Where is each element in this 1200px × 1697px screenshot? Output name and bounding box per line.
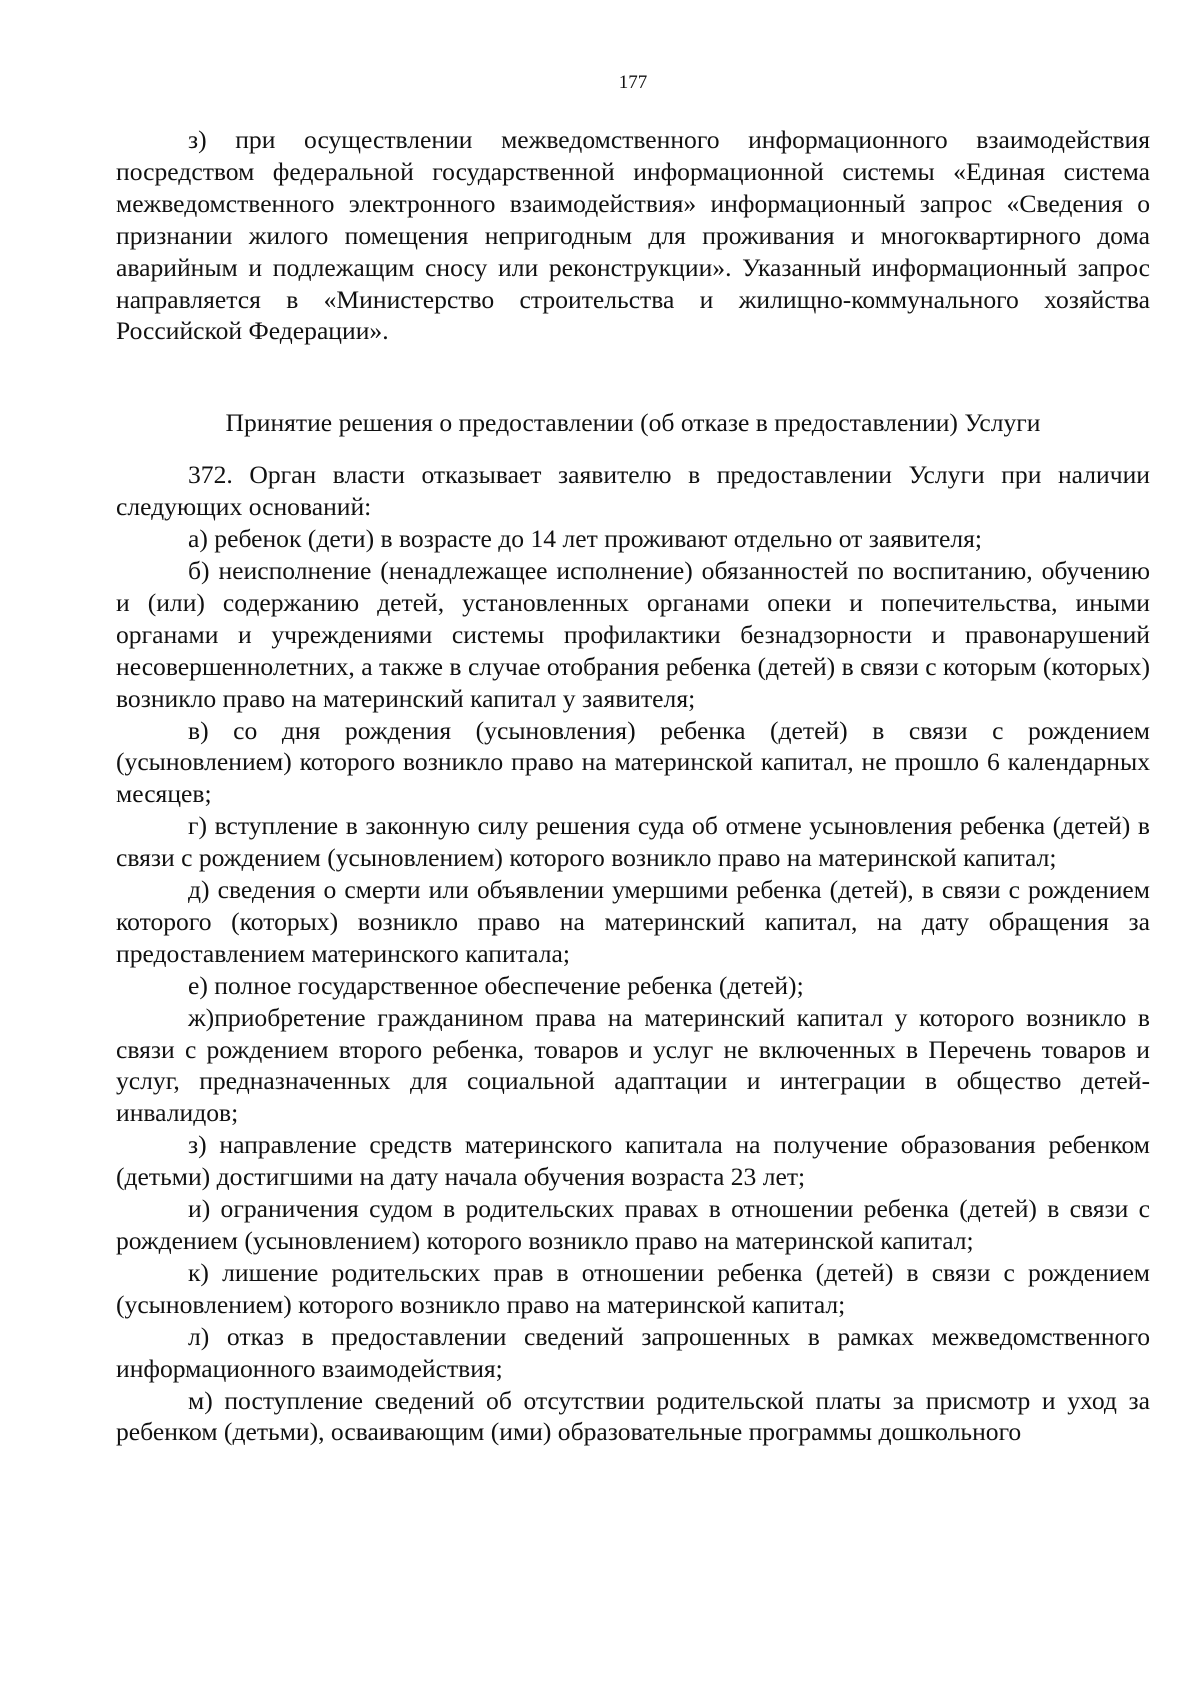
list-item-d: д) сведения о смерти или объявлении умершими ребенка (детей), в связи с рождением которого (которых) возникло право на материнский капитал, на дату обращения за предоставлением материнского капитала;: [116, 875, 1150, 968]
list-item-k: к) лишение родительских прав в отношении ребенка (детей) в связи с рождением (усыновлением) которого возникло право на материнской капитал;: [116, 1257, 1150, 1319]
list-item-i: и) ограничения судом в родительских правах в отношении ребенка (детей) в связи с рождением (усыновлением) которого возникло право на материнской капитал;: [116, 1194, 1150, 1255]
list-item-g: г) вступление в законную силу решения суда об отмене усыновления ребенка (детей) в связи с рождением (усыновлением) которого возникло право на материнской капитал;: [116, 811, 1150, 873]
section-title: Принятие решения о предоставлении (об отказе в предоставлении) Услуги: [225, 408, 1041, 438]
page-number: 177: [618, 72, 648, 93]
paragraph-z-intro: з) при осуществлении межведомственного информационного взаимодействия посредством федеральной государственной информационной системы «Единая система межведомственного электронного взаимодействия» информационный запрос «Сведения о признании жилого помещения непригодным для проживания и многоквартирного дома аварийным и подлежащим сносу или реконструкции». Указанный информационный запрос направляется в «Министерство строительства и жилищно-коммунального хозяйства Российской Федерации».: [116, 125, 1150, 346]
list-item-m: м) поступление сведений об отсутствии родительской платы за присмотр и уход за ребенком (детьми), осваивающим (ими) образовательные программы дошкольного: [116, 1385, 1150, 1447]
list-item-e: е) полное государственное обеспечение ребенка (детей);: [188, 970, 804, 1000]
list-item-z: з) направление средств материнского капитала на получение образования ребенком (детьми) достигшими на дату начала обучения возраста 23 лет;: [116, 1130, 1150, 1192]
list-item-v: в) со дня рождения (усыновления) ребенка (детей) в связи с рождением (усыновлением) которого возникло право на материнской капитал, не прошло 6 календарных месяцев;: [116, 715, 1150, 809]
list-item-b: б) неисполнение (ненадлежащее исполнение) обязанностей по воспитанию, обучению и (или) содержанию детей, установленных органами опеки и попечительства, иными органами и учреждениями системы профилактики безнадзорности и правонарушений несовершеннолетних, а также в случае отобрания ребенка (детей) в связи с которым (которых) возникло право на материнский капитал у заявителя;: [116, 555, 1150, 713]
list-item-l: л) отказ в предоставлении сведений запрошенных в рамках межведомственного информационного взаимодействия;: [116, 1321, 1150, 1383]
document-body: [116, 124, 1150, 1448]
paragraph-372: 372. Орган власти отказывает заявителю в предоставлении Услуги при наличии следующих оснований:: [116, 460, 1150, 522]
list-item-zh: ж)приобретение гражданином права на материнский капитал у которого возникло в связи с рождением второго ребенка, товаров и услуг не включенных в Перечень товаров и услуг, предназначенных для социальной адаптации и интеграции в общество детей-инвалидов;: [116, 1002, 1150, 1128]
list-item-a: а) ребенок (дети) в возрасте до 14 лет проживают отдельно от заявителя;: [188, 524, 982, 554]
